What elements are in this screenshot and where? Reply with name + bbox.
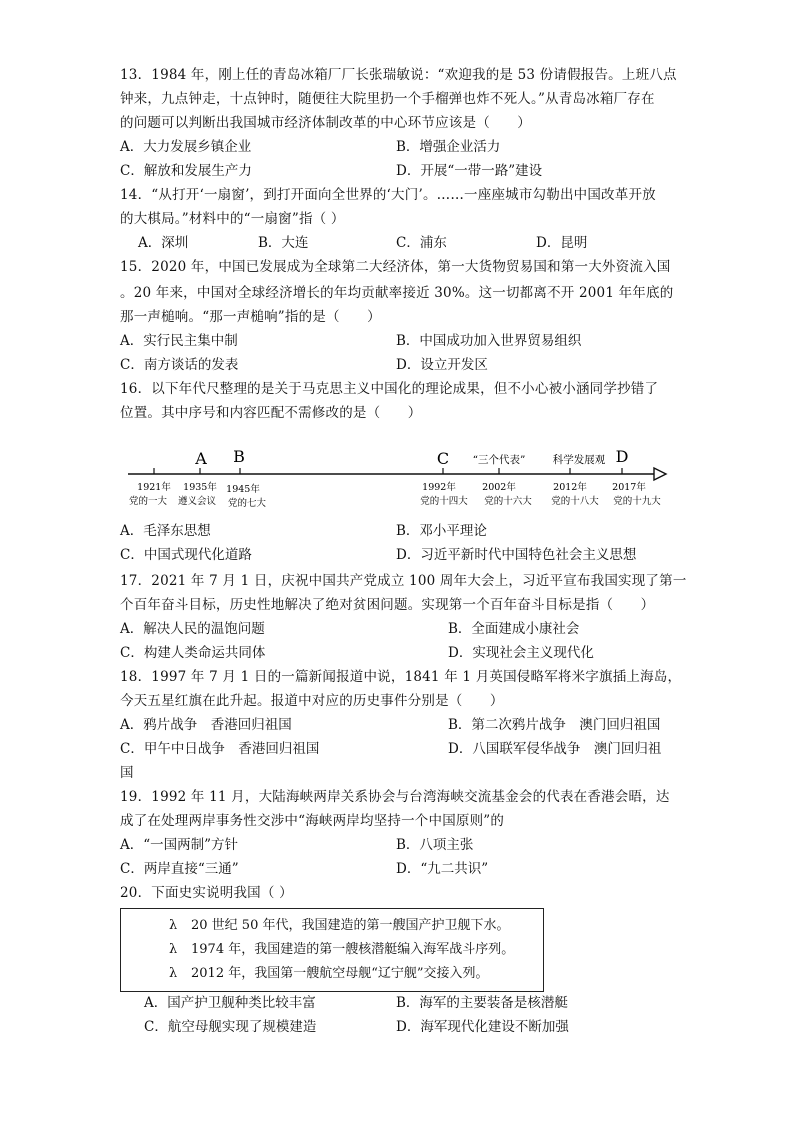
q13-stem-line-2: 钟来，九点钟走，十点钟时，随便往大院里扔一个手榴弹也炸不死人。”从青岛冰箱厂存在 bbox=[120, 91, 655, 107]
q14-option-b[interactable]: B．大连 bbox=[258, 235, 309, 251]
q20-fact-box bbox=[120, 908, 544, 992]
q17-option-c[interactable]: C．构建人类命运共同体 bbox=[120, 645, 266, 661]
fact-item-2: 1974 年，我国建造的第一艘核潜艇编入海军战斗序列。 bbox=[191, 942, 515, 957]
q15-stem-line-2: 。20 年来，中国对全球经济增长的年均贡献率接近 30%。这一切都离不开 2001 年年底的 bbox=[120, 285, 674, 301]
q17-option-a[interactable]: A．解决人民的温饱问题 bbox=[120, 621, 265, 637]
q14-option-c[interactable]: C．浦东 bbox=[396, 235, 447, 251]
q13-option-a[interactable]: A．大力发展乡镇企业 bbox=[120, 139, 252, 155]
label-three-represents: “三个代表” bbox=[472, 454, 526, 466]
q16-option-d[interactable]: D．习近平新时代中国特色社会主义思想 bbox=[396, 547, 637, 563]
q16-option-c[interactable]: C．中国式现代化道路 bbox=[120, 547, 252, 563]
event-seventh-congress: 党的七大 bbox=[227, 498, 267, 509]
timeline-figure bbox=[120, 440, 680, 512]
q14-option-a[interactable]: A．深圳 bbox=[138, 235, 189, 251]
q20-stem-line-1: 20．下面史实说明我国（ ） bbox=[120, 885, 293, 901]
q20-option-a[interactable]: A．国产护卫舰种类比较丰富 bbox=[144, 995, 316, 1011]
year-1935: 1935年 bbox=[183, 482, 217, 493]
q17-option-b[interactable]: B．全面建成小康社会 bbox=[448, 621, 580, 637]
q16-option-a[interactable]: A．毛泽东思想 bbox=[120, 523, 211, 539]
q18-stem-line-1: 18．1997 年 7 月 1 日的一篇新闻报道中说，1841 年 1 月英国侵略军将米字旗插上海岛， bbox=[120, 669, 682, 685]
fact-item-3: 2012 年，我国第一艘航空母舰“辽宁舰”交接入列。 bbox=[191, 966, 489, 981]
event-sixteenth-congress: 党的十六大 bbox=[484, 496, 532, 507]
bullet-icon: λ bbox=[169, 942, 178, 957]
q18-option-d-wrap: 国 bbox=[120, 765, 134, 781]
q13-option-d[interactable]: D．开展“一带一路”建设 bbox=[396, 163, 543, 179]
year-2017: 2017年 bbox=[612, 482, 646, 493]
q19-option-d[interactable]: D．“九二共识” bbox=[396, 861, 489, 877]
year-1945: 1945年 bbox=[226, 484, 260, 495]
q15-option-d[interactable]: D．设立开发区 bbox=[396, 357, 488, 373]
q13-option-b[interactable]: B．增强企业活力 bbox=[396, 139, 501, 155]
bullet-icon: λ bbox=[169, 918, 178, 933]
q14-stem-line-1: 14．“从打开‘一扇窗’，到打开面向全世界的‘大门’。……一座座城市勾勒出中国改革开放 bbox=[120, 187, 656, 203]
event-nineteenth-congress: 党的十九大 bbox=[613, 496, 661, 507]
q14-option-d[interactable]: D．昆明 bbox=[536, 235, 588, 251]
q18-option-c[interactable]: C．甲午中日战争 香港回归祖国 bbox=[120, 741, 320, 757]
q15-option-c[interactable]: C．南方谈话的发表 bbox=[120, 357, 239, 373]
q13-stem-line-3: 的问题可以判断出我国城市经济体制改革的中心环节应该是（ ） bbox=[120, 115, 531, 131]
year-2002: 2002年 bbox=[482, 482, 516, 493]
q13-stem-line-1: 13．1984 年，刚上任的青岛冰箱厂厂长张瑞敏说：“欢迎我的是 53 份请假报告。上班八点 bbox=[120, 67, 677, 83]
q16-stem-line-2: 位置。其中序号和内容匹配不需修改的是（ ） bbox=[120, 405, 422, 421]
label-scientific-outlook: 科学发展观 bbox=[552, 454, 606, 466]
q19-stem-line-1: 19．1992 年 11 月，大陆海峡两岸关系协会与台湾海峡交流基金会的代表在香港会晤，达 bbox=[120, 789, 670, 805]
year-1992: 1992年 bbox=[422, 482, 456, 493]
marker-b: B bbox=[233, 447, 245, 466]
q15-stem-line-1: 15．2020 年，中国已发展成为全球第二大经济体，第一大货物贸易国和第一大外资流入国 bbox=[120, 259, 671, 275]
q16-option-b[interactable]: B．邓小平理论 bbox=[396, 523, 487, 539]
q18-option-a[interactable]: A．鸦片战争 香港回归祖国 bbox=[120, 717, 292, 733]
q18-option-d[interactable]: D．八国联军侵华战争 澳门回归祖 bbox=[448, 741, 662, 757]
q15-option-b[interactable]: B．中国成功加入世界贸易组织 bbox=[396, 333, 582, 349]
q17-stem-line-2: 个百年奋斗目标，历史性地解决了绝对贫困问题。实现第一个百年奋斗目标是指（ ） bbox=[120, 597, 655, 613]
q19-option-a[interactable]: A．“一国两制”方针 bbox=[120, 837, 239, 853]
q17-stem-line-1: 17．2021 年 7 月 1 日，庆祝中国共产党成立 100 周年大会上，习近平宣布我国实现了第一 bbox=[120, 573, 687, 589]
bullet-icon: λ bbox=[169, 966, 178, 981]
q13-option-c[interactable]: C．解放和发展生产力 bbox=[120, 163, 252, 179]
marker-c: C bbox=[436, 449, 450, 468]
q15-stem-line-3: 那一声槌响。“那一声槌响”指的是（ ） bbox=[120, 309, 381, 325]
q19-option-c[interactable]: C．两岸直接“三通” bbox=[120, 861, 239, 877]
year-2012: 2012年 bbox=[553, 482, 587, 493]
q17-option-d[interactable]: D．实现社会主义现代化 bbox=[448, 645, 594, 661]
event-first-congress: 党的一大 bbox=[128, 496, 168, 507]
q14-stem-line-2: 的大棋局。”材料中的“一扇窗”指（ ） bbox=[120, 211, 345, 227]
q16-stem-line-1: 16．以下年代尺整理的是关于马克思主义中国化的理论成果，但不小心被小涵同学抄错了 bbox=[120, 381, 659, 397]
year-1921: 1921年 bbox=[137, 482, 171, 493]
event-eighteenth-congress: 党的十八大 bbox=[551, 496, 599, 507]
q19-stem-line-2: 成了在处理两岸事务性交涉中“海峡两岸均坚持一个中国原则”的 bbox=[120, 813, 505, 829]
marker-a: A bbox=[195, 449, 207, 468]
q20-option-c[interactable]: C．航空母舰实现了规模建造 bbox=[144, 1019, 317, 1035]
marker-d: D bbox=[615, 447, 629, 466]
event-zunyi: 遵义会议 bbox=[177, 496, 217, 507]
q19-option-b[interactable]: B．八项主张 bbox=[396, 837, 474, 853]
q15-option-a[interactable]: A．实行民主集中制 bbox=[120, 333, 238, 349]
fact-item-1: 20 世纪 50 年代，我国建造的第一艘国产护卫舰下水。 bbox=[191, 918, 510, 933]
q20-option-d[interactable]: D．海军现代化建设不断加强 bbox=[396, 1019, 569, 1035]
event-fourteenth-congress: 党的十四大 bbox=[420, 496, 468, 507]
q20-option-b[interactable]: B．海军的主要装备是核潜艇 bbox=[396, 995, 568, 1011]
q18-stem-line-2: 今天五星红旗在此升起。报道中对应的历史事件分别是（ ） bbox=[120, 693, 504, 709]
timeline-arrow-icon bbox=[654, 468, 666, 480]
q18-option-b[interactable]: B．第二次鸦片战争 澳门回归祖国 bbox=[448, 717, 661, 733]
